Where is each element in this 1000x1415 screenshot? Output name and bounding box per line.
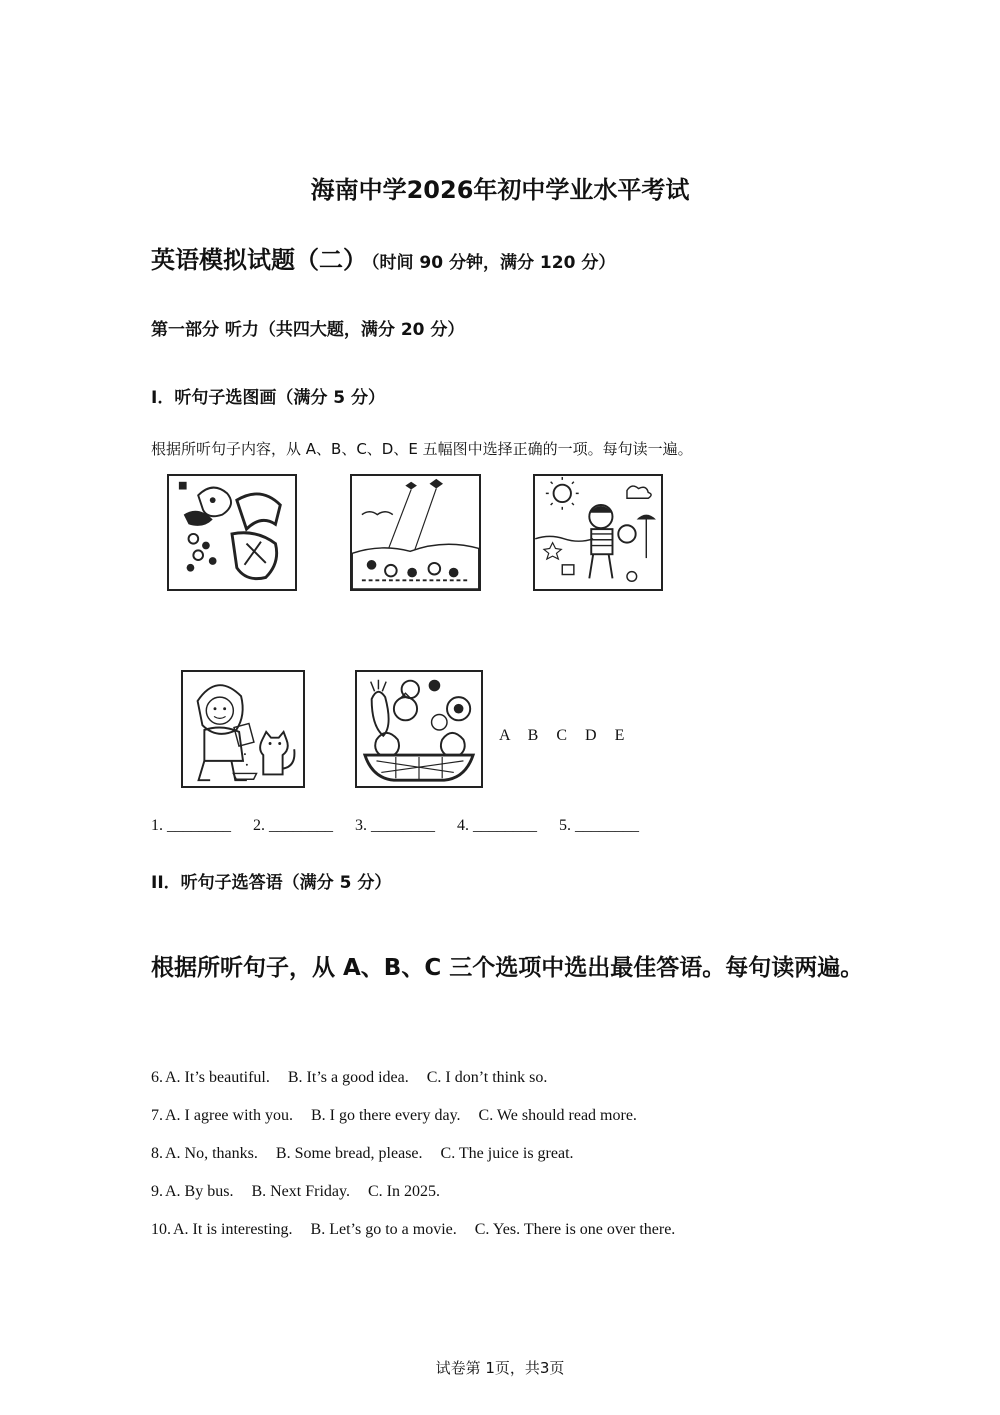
section-two-heading: II．听句子选答语（满分 5 分）	[151, 873, 392, 893]
option-c[interactable]: C. We should read more.	[478, 1107, 637, 1124]
answer-blank[interactable]: 2. ________	[253, 817, 333, 834]
question-number: 6.	[151, 1069, 163, 1086]
page-footer: 试卷第 1页，共3页	[435, 1359, 565, 1377]
answer-blank[interactable]: 1. ________	[151, 817, 231, 834]
option-c[interactable]: C. In 2025.	[367, 1183, 440, 1200]
option-b[interactable]: B. I go there every day.	[310, 1107, 461, 1124]
option-c[interactable]: C. I don’t think so.	[426, 1069, 548, 1086]
vegetables-basket-picture-icon	[355, 670, 483, 788]
beach-boy-picture-icon	[533, 474, 663, 591]
answer-blank[interactable]: 3. ________	[355, 817, 435, 834]
section-two-instruction: 根据所听句子，从 A、B、C 三个选项中选出最佳答语。每句读两遍。	[151, 955, 864, 981]
section-one-instruction: 根据所听句子内容，从 A、B、C、D、E 五幅图中选择正确的一项。每句读一遍。	[151, 440, 693, 458]
option-a[interactable]: A. It is interesting.	[173, 1221, 293, 1238]
section-one-heading: I．听句子选图画（满分 5 分）	[151, 388, 385, 408]
question-number: 10.	[151, 1221, 171, 1238]
picture-option-letters: A B C D E	[499, 727, 625, 744]
dragon-festival-picture-icon	[167, 474, 297, 591]
question-row	[151, 1183, 458, 1201]
answer-blank[interactable]: 5. ________	[559, 817, 639, 834]
kite-flying-picture-icon	[350, 474, 481, 591]
option-b[interactable]: B. Let’s go to a movie.	[310, 1221, 457, 1238]
option-c[interactable]: C. Yes. There is one over there.	[474, 1221, 676, 1238]
option-c[interactable]: C. The juice is great.	[440, 1145, 574, 1162]
option-b[interactable]: B. Some bread, please.	[275, 1145, 423, 1162]
exam-subtitle	[151, 240, 615, 275]
answer-blank[interactable]: 4. ________	[457, 817, 537, 834]
exam-title: 海南中学2026年初中学业水平考试	[310, 176, 690, 204]
option-a[interactable]: A. I agree with you.	[165, 1107, 293, 1124]
question-number: 7.	[151, 1107, 163, 1124]
question-row	[151, 1107, 655, 1125]
option-a[interactable]: A. By bus.	[165, 1183, 234, 1200]
subtitle-note: （时间 90 分钟，满分 120 分）	[371, 253, 616, 273]
question-number: 8.	[151, 1145, 163, 1162]
question-row	[151, 1221, 693, 1239]
option-a[interactable]: A. No, thanks.	[165, 1145, 258, 1162]
option-b[interactable]: B. It’s a good idea.	[287, 1069, 409, 1086]
question-number: 9.	[151, 1183, 163, 1200]
option-b[interactable]: B. Next Friday.	[251, 1183, 350, 1200]
subtitle-text: 英语模拟试题（二）	[151, 246, 367, 274]
question-row	[151, 1069, 565, 1087]
part-one-heading: 第一部分 听力（共四大题，满分 20 分）	[151, 320, 465, 340]
question-row	[151, 1145, 592, 1163]
option-a[interactable]: A. It’s beautiful.	[165, 1069, 270, 1086]
answer-blanks	[151, 817, 657, 835]
girl-feeding-cat-picture-icon	[181, 670, 305, 788]
